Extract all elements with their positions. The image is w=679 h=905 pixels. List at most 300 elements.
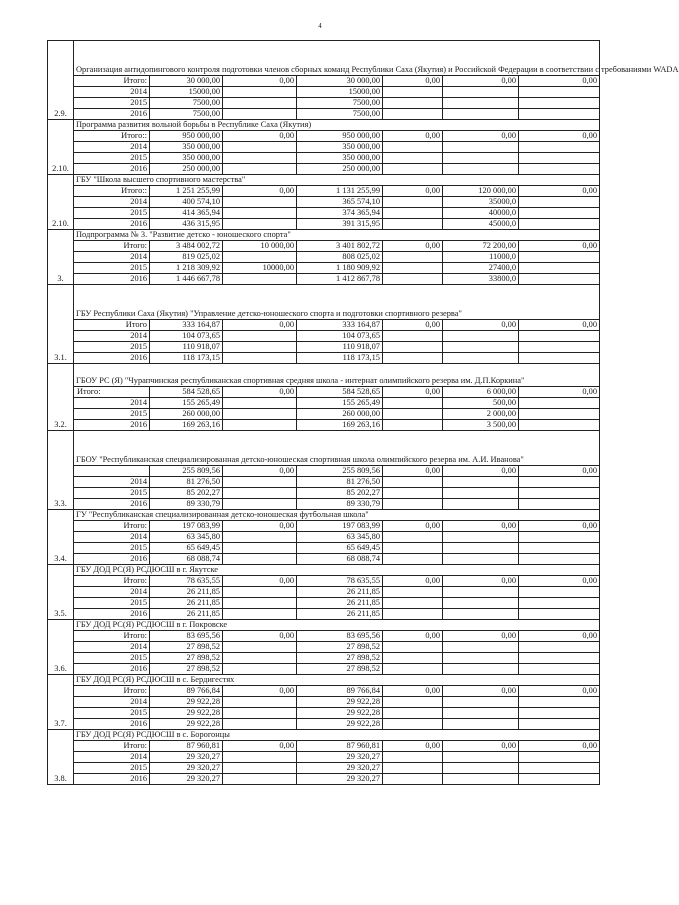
value-cell-1: 68 088,74	[150, 554, 223, 565]
total-row	[48, 521, 600, 532]
section-title-row	[48, 730, 600, 741]
section-number: 3.6.	[48, 620, 74, 675]
value-cell-2	[223, 164, 297, 175]
value-cell-5: 33800,0	[443, 274, 519, 285]
section-number: 3.7.	[48, 675, 74, 730]
value-cell-5	[443, 153, 519, 164]
section-number: 3.1.	[48, 285, 74, 364]
year-row	[48, 642, 600, 653]
row-label: 2014	[74, 532, 150, 543]
row-label: 2014	[74, 252, 150, 263]
row-label: 2016	[74, 353, 150, 364]
value-cell-2: 0,00	[223, 76, 297, 87]
value-cell-4	[383, 488, 443, 499]
value-cell-3: 89 330,79	[297, 499, 383, 510]
value-cell-4	[383, 653, 443, 664]
value-cell-6: 0,00	[519, 186, 600, 197]
row-label: 2016	[74, 274, 150, 285]
value-cell-6: 0,00	[519, 686, 600, 697]
section-title: ГБОУ "Республиканская специализированная детско-юношеская спортивная школа олимпийского резерва им. А.И. Иванова"	[74, 431, 600, 466]
year-row	[48, 587, 600, 598]
value-cell-4	[383, 420, 443, 431]
value-cell-2	[223, 609, 297, 620]
value-cell-3: 118 173,15	[297, 353, 383, 364]
row-label: 2016	[74, 499, 150, 510]
row-label: Итого	[74, 320, 150, 331]
section-title: ГБУ ДОД РС(Я) РСДЮСШ в с. Борогонцы	[74, 730, 600, 741]
value-cell-3: 1 412 867,78	[297, 274, 383, 285]
value-cell-6	[519, 598, 600, 609]
value-cell-2: 0,00	[223, 631, 297, 642]
value-cell-6	[519, 587, 600, 598]
row-label: Итого:	[74, 631, 150, 642]
value-cell-1: 27 898,52	[150, 664, 223, 675]
value-cell-3: 87 960,81	[297, 741, 383, 752]
value-cell-4	[383, 109, 443, 120]
section-title-row	[48, 41, 600, 76]
value-cell-4	[383, 664, 443, 675]
value-cell-4	[383, 752, 443, 763]
value-cell-3: 365 574,10	[297, 197, 383, 208]
value-cell-1: 155 265,49	[150, 398, 223, 409]
value-cell-2	[223, 98, 297, 109]
year-row	[48, 554, 600, 565]
section-title: Программа развития вольной борьбы в Республике Саха (Якутия)	[74, 120, 600, 131]
value-cell-2	[223, 342, 297, 353]
row-label: 2015	[74, 598, 150, 609]
section-title: ГБУ ДОД РС(Я) РСДЮСШ в г. Покровске	[74, 620, 600, 631]
year-row	[48, 752, 600, 763]
row-label: Итого::	[74, 131, 150, 142]
value-cell-5: 3 500,00	[443, 420, 519, 431]
value-cell-5	[443, 664, 519, 675]
year-row	[48, 609, 600, 620]
section-title-row	[48, 510, 600, 521]
value-cell-6	[519, 488, 600, 499]
section-number: 3.4.	[48, 510, 74, 565]
row-label: 2016	[74, 164, 150, 175]
row-label: Итого:	[74, 241, 150, 252]
value-cell-2	[223, 477, 297, 488]
total-row	[48, 466, 600, 477]
value-cell-1: 250 000,00	[150, 164, 223, 175]
value-cell-2: 0,00	[223, 387, 297, 398]
row-label: 2016	[74, 719, 150, 730]
value-cell-6	[519, 252, 600, 263]
row-label: 2015	[74, 653, 150, 664]
value-cell-5	[443, 331, 519, 342]
value-cell-6	[519, 774, 600, 785]
value-cell-4	[383, 763, 443, 774]
year-row	[48, 208, 600, 219]
value-cell-3: 65 649,45	[297, 543, 383, 554]
value-cell-5	[443, 774, 519, 785]
value-cell-2	[223, 543, 297, 554]
value-cell-4	[383, 499, 443, 510]
value-cell-5	[443, 109, 519, 120]
year-row	[48, 697, 600, 708]
value-cell-3: 26 211,85	[297, 598, 383, 609]
value-cell-2	[223, 208, 297, 219]
value-cell-3: 1 131 255,99	[297, 186, 383, 197]
value-cell-3: 391 315,95	[297, 219, 383, 230]
total-row	[48, 576, 600, 587]
value-cell-4: 0,00	[383, 186, 443, 197]
year-row	[48, 664, 600, 675]
row-label: 2016	[74, 664, 150, 675]
total-row	[48, 76, 600, 87]
row-label: 2015	[74, 543, 150, 554]
row-label: 2016	[74, 554, 150, 565]
row-label: 2014	[74, 587, 150, 598]
value-cell-2	[223, 142, 297, 153]
value-cell-2	[223, 752, 297, 763]
value-cell-3: 110 918,07	[297, 342, 383, 353]
value-cell-1: 110 918,07	[150, 342, 223, 353]
value-cell-2: 0,00	[223, 320, 297, 331]
value-cell-6	[519, 263, 600, 274]
value-cell-3: 63 345,80	[297, 532, 383, 543]
value-cell-2	[223, 532, 297, 543]
year-row	[48, 142, 600, 153]
row-label: 2016	[74, 774, 150, 785]
value-cell-6	[519, 653, 600, 664]
value-cell-1: 29 320,27	[150, 763, 223, 774]
value-cell-1: 26 211,85	[150, 587, 223, 598]
value-cell-2	[223, 197, 297, 208]
section-title: ГБУ Республики Саха (Якутия) "Управление детско-юношеского спорта и подготовки спортивного резерва"	[74, 285, 600, 320]
budget-table-body	[48, 41, 679, 785]
section-number: 3.	[48, 230, 74, 285]
row-label: 2015	[74, 208, 150, 219]
value-cell-4: 0,00	[383, 131, 443, 142]
value-cell-6	[519, 664, 600, 675]
value-cell-5	[443, 763, 519, 774]
value-cell-4	[383, 353, 443, 364]
value-cell-6	[519, 477, 600, 488]
value-cell-5	[443, 353, 519, 364]
year-row	[48, 219, 600, 230]
value-cell-5: 0,00	[443, 466, 519, 477]
value-cell-6	[519, 353, 600, 364]
value-cell-6	[519, 763, 600, 774]
total-row	[48, 131, 600, 142]
total-row	[48, 741, 600, 752]
row-label: 2015	[74, 409, 150, 420]
value-cell-6	[519, 331, 600, 342]
value-cell-3: 29 922,28	[297, 708, 383, 719]
value-cell-5	[443, 499, 519, 510]
year-row	[48, 719, 600, 730]
value-cell-6	[519, 752, 600, 763]
value-cell-2: 0,00	[223, 131, 297, 142]
value-cell-1: 27 898,52	[150, 642, 223, 653]
value-cell-2	[223, 398, 297, 409]
year-row	[48, 488, 600, 499]
value-cell-4	[383, 87, 443, 98]
section-title-row	[48, 364, 600, 387]
year-row	[48, 708, 600, 719]
year-row	[48, 98, 600, 109]
row-label: Итого:	[74, 521, 150, 532]
value-cell-3: 89 766,84	[297, 686, 383, 697]
value-cell-4: 0,00	[383, 466, 443, 477]
total-row	[48, 387, 600, 398]
section-number: 2.10.	[48, 120, 74, 175]
value-cell-1: 333 164,87	[150, 320, 223, 331]
value-cell-4	[383, 477, 443, 488]
year-row	[48, 197, 600, 208]
year-row	[48, 353, 600, 364]
value-cell-3: 7500,00	[297, 109, 383, 120]
value-cell-3: 197 083,99	[297, 521, 383, 532]
value-cell-1: 584 528,65	[150, 387, 223, 398]
section-title-row	[48, 431, 600, 466]
value-cell-2	[223, 653, 297, 664]
value-cell-5	[443, 87, 519, 98]
value-cell-5	[443, 98, 519, 109]
value-cell-5: 6 000,00	[443, 387, 519, 398]
section-title: ГБУ ДОД РС(Я) РСДЮСШ в с. Бердигестях	[74, 675, 600, 686]
value-cell-1: 85 202,27	[150, 488, 223, 499]
row-label: 2014	[74, 331, 150, 342]
value-cell-3: 27 898,52	[297, 642, 383, 653]
value-cell-6	[519, 532, 600, 543]
value-cell-5	[443, 609, 519, 620]
year-row	[48, 774, 600, 785]
year-row	[48, 109, 600, 120]
value-cell-6: 0,00	[519, 241, 600, 252]
value-cell-5: 11000,0	[443, 252, 519, 263]
value-cell-2	[223, 420, 297, 431]
value-cell-2: 0,00	[223, 466, 297, 477]
value-cell-2: 10 000,00	[223, 241, 297, 252]
value-cell-2	[223, 554, 297, 565]
value-cell-2	[223, 274, 297, 285]
value-cell-6	[519, 153, 600, 164]
value-cell-4	[383, 554, 443, 565]
value-cell-2	[223, 708, 297, 719]
value-cell-4	[383, 642, 443, 653]
row-label: 2016	[74, 609, 150, 620]
value-cell-3: 333 164,87	[297, 320, 383, 331]
value-cell-5	[443, 142, 519, 153]
value-cell-1: 350 000,00	[150, 153, 223, 164]
value-cell-5	[443, 543, 519, 554]
section-title-row	[48, 175, 600, 186]
row-label: Итого:	[74, 741, 150, 752]
value-cell-3: 260 000,00	[297, 409, 383, 420]
value-cell-4: 0,00	[383, 686, 443, 697]
value-cell-6	[519, 98, 600, 109]
row-label: Итого:	[74, 686, 150, 697]
value-cell-5: 0,00	[443, 320, 519, 331]
value-cell-3: 29 320,27	[297, 774, 383, 785]
value-cell-4	[383, 708, 443, 719]
value-cell-2	[223, 409, 297, 420]
value-cell-3: 104 073,65	[297, 331, 383, 342]
value-cell-4: 0,00	[383, 241, 443, 252]
value-cell-1: 260 000,00	[150, 409, 223, 420]
value-cell-3: 584 528,65	[297, 387, 383, 398]
value-cell-4	[383, 208, 443, 219]
value-cell-1: 414 365,94	[150, 208, 223, 219]
value-cell-4	[383, 274, 443, 285]
value-cell-1: 169 263,16	[150, 420, 223, 431]
year-row	[48, 598, 600, 609]
value-cell-5: 0,00	[443, 131, 519, 142]
section-number: 2.9.	[48, 41, 74, 120]
value-cell-5	[443, 752, 519, 763]
value-cell-6	[519, 342, 600, 353]
section-number: 3.8.	[48, 730, 74, 785]
section-number: 3.2.	[48, 364, 74, 431]
total-row	[48, 186, 600, 197]
value-cell-3: 250 000,00	[297, 164, 383, 175]
value-cell-1: 350 000,00	[150, 142, 223, 153]
value-cell-6	[519, 697, 600, 708]
year-row	[48, 274, 600, 285]
value-cell-1: 104 073,65	[150, 331, 223, 342]
value-cell-4	[383, 774, 443, 785]
row-label: 2016	[74, 109, 150, 120]
value-cell-2	[223, 697, 297, 708]
section-title-row	[48, 675, 600, 686]
value-cell-2	[223, 331, 297, 342]
value-cell-4: 0,00	[383, 387, 443, 398]
value-cell-1: 30 000,00	[150, 76, 223, 87]
value-cell-3: 808 025,02	[297, 252, 383, 263]
value-cell-2	[223, 499, 297, 510]
value-cell-4	[383, 598, 443, 609]
year-row	[48, 420, 600, 431]
value-cell-4: 0,00	[383, 320, 443, 331]
value-cell-6	[519, 219, 600, 230]
value-cell-3: 374 365,94	[297, 208, 383, 219]
year-row	[48, 342, 600, 353]
value-cell-6	[519, 142, 600, 153]
value-cell-1: 26 211,85	[150, 609, 223, 620]
value-cell-3: 15000,00	[297, 87, 383, 98]
value-cell-6: 0,00	[519, 320, 600, 331]
value-cell-3: 78 635,55	[297, 576, 383, 587]
value-cell-5: 0,00	[443, 76, 519, 87]
value-cell-1: 83 695,56	[150, 631, 223, 642]
value-cell-4	[383, 263, 443, 274]
value-cell-5: 40000,0	[443, 208, 519, 219]
value-cell-2	[223, 252, 297, 263]
value-cell-6	[519, 543, 600, 554]
year-row	[48, 331, 600, 342]
row-label: 2014	[74, 752, 150, 763]
value-cell-6	[519, 87, 600, 98]
budget-table	[47, 40, 679, 785]
value-cell-2: 0,00	[223, 521, 297, 532]
value-cell-5: 27400,0	[443, 263, 519, 274]
value-cell-6: 0,00	[519, 131, 600, 142]
value-cell-6	[519, 708, 600, 719]
value-cell-6: 0,00	[519, 521, 600, 532]
value-cell-1: 29 320,27	[150, 774, 223, 785]
value-cell-4	[383, 719, 443, 730]
row-label: 2014	[74, 142, 150, 153]
value-cell-3: 29 320,27	[297, 752, 383, 763]
value-cell-4	[383, 98, 443, 109]
year-row	[48, 477, 600, 488]
value-cell-1: 89 330,79	[150, 499, 223, 510]
value-cell-5: 35000,0	[443, 197, 519, 208]
value-cell-2: 0,00	[223, 741, 297, 752]
value-cell-2	[223, 774, 297, 785]
value-cell-1: 950 000,00	[150, 131, 223, 142]
value-cell-5: 2 000,00	[443, 409, 519, 420]
row-label: 2015	[74, 263, 150, 274]
value-cell-1: 81 276,50	[150, 477, 223, 488]
value-cell-6: 0,00	[519, 741, 600, 752]
value-cell-6: 0,00	[519, 631, 600, 642]
value-cell-3: 255 809,56	[297, 466, 383, 477]
value-cell-3: 85 202,27	[297, 488, 383, 499]
value-cell-6: 0,00	[519, 466, 600, 477]
section-number: 3.3.	[48, 431, 74, 510]
value-cell-4: 0,00	[383, 576, 443, 587]
value-cell-6: 0,00	[519, 576, 600, 587]
value-cell-3: 155 265,49	[297, 398, 383, 409]
page-number: 4	[318, 22, 322, 30]
value-cell-6	[519, 398, 600, 409]
value-cell-3: 29 922,28	[297, 719, 383, 730]
value-cell-3: 83 695,56	[297, 631, 383, 642]
value-cell-3: 81 276,50	[297, 477, 383, 488]
value-cell-6	[519, 642, 600, 653]
year-row	[48, 398, 600, 409]
value-cell-6	[519, 164, 600, 175]
value-cell-6	[519, 409, 600, 420]
row-label: 2014	[74, 197, 150, 208]
value-cell-6	[519, 420, 600, 431]
value-cell-1: 26 211,85	[150, 598, 223, 609]
value-cell-3: 68 088,74	[297, 554, 383, 565]
value-cell-2	[223, 664, 297, 675]
value-cell-5: 72 200,00	[443, 241, 519, 252]
row-label: 2014	[74, 697, 150, 708]
value-cell-1: 89 766,84	[150, 686, 223, 697]
value-cell-2: 10000,00	[223, 263, 297, 274]
value-cell-1: 29 922,28	[150, 697, 223, 708]
value-cell-1: 819 025,02	[150, 252, 223, 263]
value-cell-1: 197 083,99	[150, 521, 223, 532]
value-cell-1: 29 922,28	[150, 708, 223, 719]
row-label: 2015	[74, 488, 150, 499]
section-title-row	[48, 565, 600, 576]
year-row	[48, 252, 600, 263]
value-cell-2	[223, 353, 297, 364]
value-cell-1: 400 574,10	[150, 197, 223, 208]
value-cell-5	[443, 642, 519, 653]
value-cell-4: 0,00	[383, 741, 443, 752]
value-cell-4: 0,00	[383, 76, 443, 87]
value-cell-4	[383, 331, 443, 342]
value-cell-2	[223, 219, 297, 230]
row-label: Итого:	[74, 387, 150, 398]
row-label: Итого::	[74, 186, 150, 197]
value-cell-5: 45000,0	[443, 219, 519, 230]
value-cell-3: 350 000,00	[297, 142, 383, 153]
total-row	[48, 686, 600, 697]
value-cell-6	[519, 554, 600, 565]
value-cell-4	[383, 252, 443, 263]
year-row	[48, 263, 600, 274]
